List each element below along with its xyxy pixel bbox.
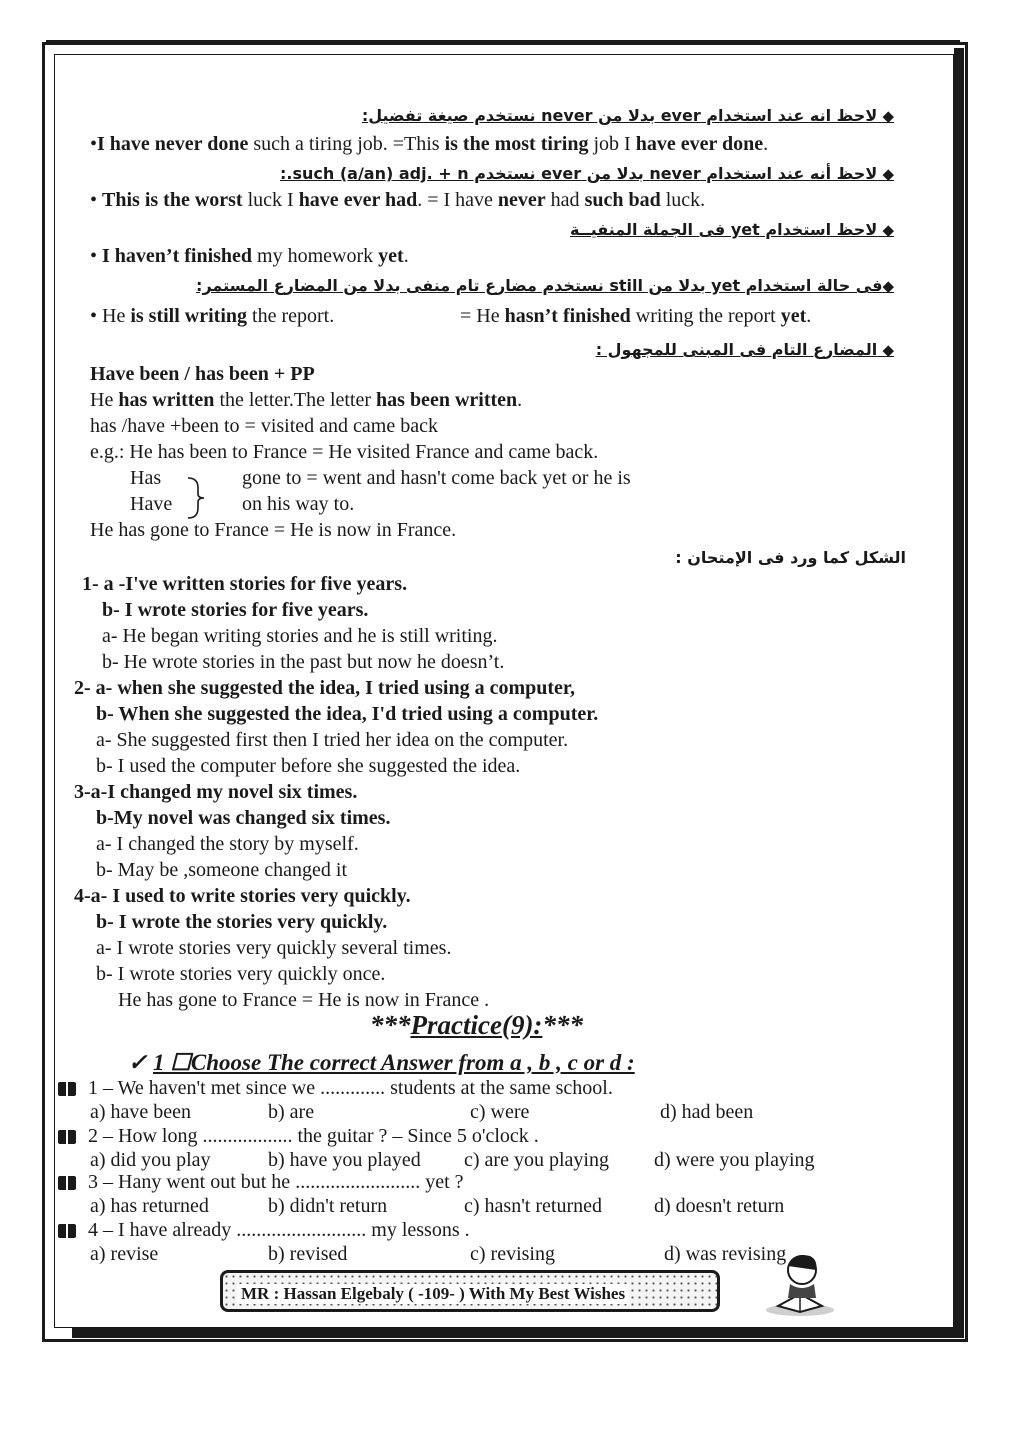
book-icon — [58, 1130, 76, 1144]
note-present-perfect-passive: ◆ المضارع التام فى المبنى للمجهول : — [595, 340, 894, 359]
exam-line: b- I wrote stories for five years. — [102, 599, 369, 621]
book-icon — [58, 1176, 76, 1190]
option-c: c) are you playing — [464, 1149, 609, 1171]
option-a: a) did you play — [90, 1149, 211, 1171]
option-c: c) revising — [470, 1243, 555, 1265]
gone-to-rule-cont: on his way to. — [242, 493, 355, 515]
option-d: d) were you playing — [654, 1149, 815, 1171]
have-label: Have — [130, 493, 173, 515]
exam-line: 1- a -I've written stories for five years. — [82, 573, 408, 595]
been-to-rule: has /have +been to = visited and came back — [90, 415, 438, 437]
choose-instruction: ✓ 1 ☐Choose The correct Answer from a , b , c or d : — [128, 1050, 635, 1075]
diamond-bullet-icon: ◆ — [882, 277, 894, 295]
question-1: 1 – We haven't met since we ............. students at the same school. — [58, 1076, 613, 1100]
exam-line: b- I wrote the stories very quickly. — [96, 911, 388, 933]
exam-line: b- He wrote stories in the past but now he doesn’t. — [102, 651, 505, 673]
page-border-shadow-right — [954, 48, 964, 1338]
exam-line: 2- a- when she suggested the idea, I tried using a computer, — [74, 677, 575, 699]
diamond-bullet-icon: ◆ — [877, 107, 894, 125]
example-worst-luck: • This is the worst luck I have ever had. = I have never had such bad luck. — [90, 189, 706, 211]
exam-line: He has gone to France = He is now in France . — [118, 989, 490, 1011]
exam-line: b- When she suggested the idea, I'd tried using a computer. — [96, 703, 599, 725]
exam-line: b- May be ,someone changed it — [96, 859, 348, 881]
option-a: a) revise — [90, 1243, 159, 1265]
option-b: b) revised — [268, 1243, 348, 1265]
exam-line: 3-a-I changed my novel six times. — [74, 781, 358, 803]
option-d: d) had been — [660, 1101, 754, 1123]
curly-brace-icon — [186, 474, 206, 522]
option-c: c) hasn't returned — [464, 1195, 602, 1217]
book-icon — [58, 1082, 76, 1096]
exam-line: b- I wrote stories very quickly once. — [96, 963, 386, 985]
example-havent-finished: • I haven’t finished my homework yet. — [90, 245, 409, 267]
exam-heading: الشكل كما ورد فى الإمتحان : — [675, 548, 906, 567]
exam-line: a- He began writing stories and he is still writing. — [102, 625, 498, 647]
note-yet-still: ◆فى حالة استخدام yet بدلا من still نستخدم مضارع تام منفى بدلا من المضارع المستمر: — [196, 276, 894, 295]
note-yet-negative: ◆ لاحظ استخدام yet فى الجملة المنفيــة — [570, 220, 894, 239]
exam-line: b- I used the computer before she suggested the idea. — [96, 755, 521, 777]
question-4: 4 – I have already .......................... my lessons . — [58, 1218, 470, 1242]
footer-banner — [220, 1270, 720, 1312]
exam-line: a- She suggested first then I tried her idea on the computer. — [96, 729, 569, 751]
note-ever-superlative: ◆ لاحظ انه عند استخدام ever بدلا من never نستخدم صيغة تفضيل: — [361, 106, 894, 125]
exam-line: b-My novel was changed six times. — [96, 807, 391, 829]
passive-formula: Have been / has been + PP — [90, 363, 315, 385]
option-c: c) were — [470, 1101, 530, 1123]
book-icon — [58, 1224, 76, 1238]
option-b: b) didn't return — [268, 1195, 388, 1217]
student-reading-icon — [760, 1248, 840, 1320]
exam-line: a- I changed the story by myself. — [96, 833, 359, 855]
exam-line: a- I wrote stories very quickly several times. — [96, 937, 452, 959]
gone-to-rule: gone to = went and hasn't come back yet or he is — [242, 467, 631, 489]
checkmark-icon: ✓ — [128, 1050, 154, 1075]
passive-example: He has written the letter.The letter has been written. — [90, 389, 523, 411]
option-d: d) was revising — [664, 1243, 787, 1265]
option-d: d) doesn't return — [654, 1195, 785, 1217]
page-border-shadow-bottom — [72, 1328, 962, 1338]
option-a: a) have been — [90, 1101, 192, 1123]
example-still-writing: • He is still writing the report. — [90, 305, 335, 327]
footer-text: MR : Hassan Elgebaly ( -109- ) With My Best Wishes — [237, 1284, 629, 1304]
question-3: 3 – Hany went out but he ......................... yet ? — [58, 1170, 464, 1194]
diamond-bullet-icon: ◆ — [877, 221, 894, 239]
option-b: b) are — [268, 1101, 315, 1123]
diamond-bullet-icon: ◆ — [877, 341, 894, 359]
has-label: Has — [130, 467, 162, 489]
option-b: b) have you played — [268, 1149, 421, 1171]
exam-line: 4-a- I used to write stories very quickly. — [74, 885, 411, 907]
option-a: a) has returned — [90, 1195, 209, 1217]
diamond-bullet-icon: ◆ — [877, 165, 894, 183]
been-to-example: e.g.: He has been to France = He visited France and came back. — [90, 441, 599, 463]
practice-heading: ***Practice(9):*** — [370, 1010, 583, 1040]
gone-to-example: He has gone to France = He is now in France. — [90, 519, 457, 541]
question-2: 2 – How long .................. the guitar ? – Since 5 o'clock . — [58, 1124, 539, 1148]
note-never-such: ◆ لاحظ أنه عند استخدام never بدلا من ever نستخدم such (a/an) adj. + n.: — [280, 164, 894, 183]
example-hasnt-finished: = He hasn’t finished writing the report yet. — [460, 305, 812, 327]
example-never-done: •I have never done such a tiring job. =This is the most tiring job I have ever done. — [90, 133, 769, 155]
